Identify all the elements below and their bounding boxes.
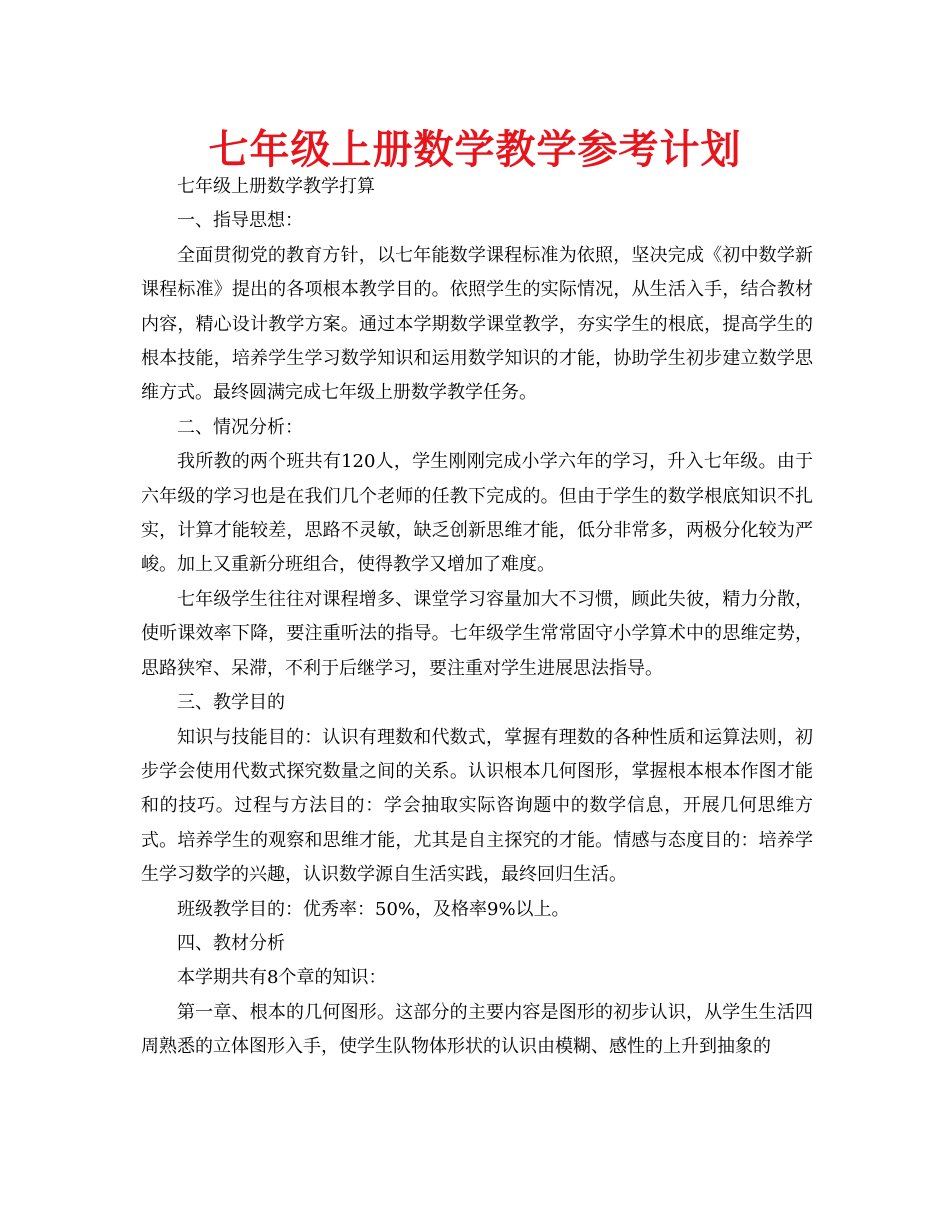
paragraph-student-situation: 我所教的两个班共有120人，学生刚刚完成小学六年的学习，升入七年级。由于六年级的学习也是在我们几个老师的任教下完成的。但由于学生的数学根底知识不扎实，计算才能较差，思路不灵敏，缺乏创新思维才能，低分非常多，两极分化较为严峻。加上又重新分班组合，使得教学又增加了难度。	[141, 451, 813, 576]
section-heading-teaching-goals: 三、教学目的	[177, 692, 285, 714]
paragraph-grade-seven-habits: 七年级学生往往对课程增多、课堂学习容量加大不习惯，顾此失彼，精力分散，使听课效率下降，要注重听法的指导。七年级学生常常固守小学算术中的思维定势，思路狭窄、呆滞，不利于后继学习，要注重对学生进展思法指导。	[141, 588, 813, 679]
paragraph-class-goals: 班级教学目的：优秀率：50%，及格率9%以上。	[177, 898, 570, 920]
paragraph-guiding-thought: 全面贯彻党的教育方针，以七年能数学课程标准为依照，坚决完成《初中数学新课程标准》提出的各项根本教学目的。依照学生的实际情况，从生活入手，结合教材内容，精心设计教学方案。通过本学期数学课堂教学，夯实学生的根底，提高学生的根本技能，培养学生学习数学知识和运用数学知识的才能，协助学生初步建立数学思维方式。最终圆满完成七年级上册数学教学任务。	[141, 244, 813, 404]
paragraph-chapter-one: 第一章、根本的几何图形。这部分的主要内容是图形的初步认识，从学生生活四周熟悉的立体图形入手，使学生队物体形状的认识由模糊、感性的上升到抽象的	[141, 1001, 813, 1058]
paragraph-chapter-count: 本学期共有8个章的知识：	[177, 967, 387, 989]
section-heading-textbook-analysis: 四、教材分析	[177, 932, 285, 954]
paragraph-teaching-goals: 知识与技能目的：认识有理数和代数式，掌握有理数的各种性质和运算法则，初步学会使用代数式探究数量之间的关系。认识根本几何图形，掌握根本根本作图才能和的技巧。过程与方法目的：学会抽取实际咨询题中的数学信息，开展几何思维方式。培养学生的观察和思维才能，尤其是自主探究的才能。情感与态度目的：培养学生学习数学的兴趣，认识数学源自生活实践，最终回归生活。	[141, 726, 813, 886]
plan-subtitle: 七年级上册数学教学打算	[177, 176, 375, 197]
document-body	[141, 170, 813, 1065]
section-heading-guiding-thought: 一、指导思想：	[177, 210, 303, 232]
document-title: 七年级上册数学教学参考计划	[208, 127, 742, 173]
section-heading-situation-analysis: 二、情况分析：	[177, 416, 303, 438]
